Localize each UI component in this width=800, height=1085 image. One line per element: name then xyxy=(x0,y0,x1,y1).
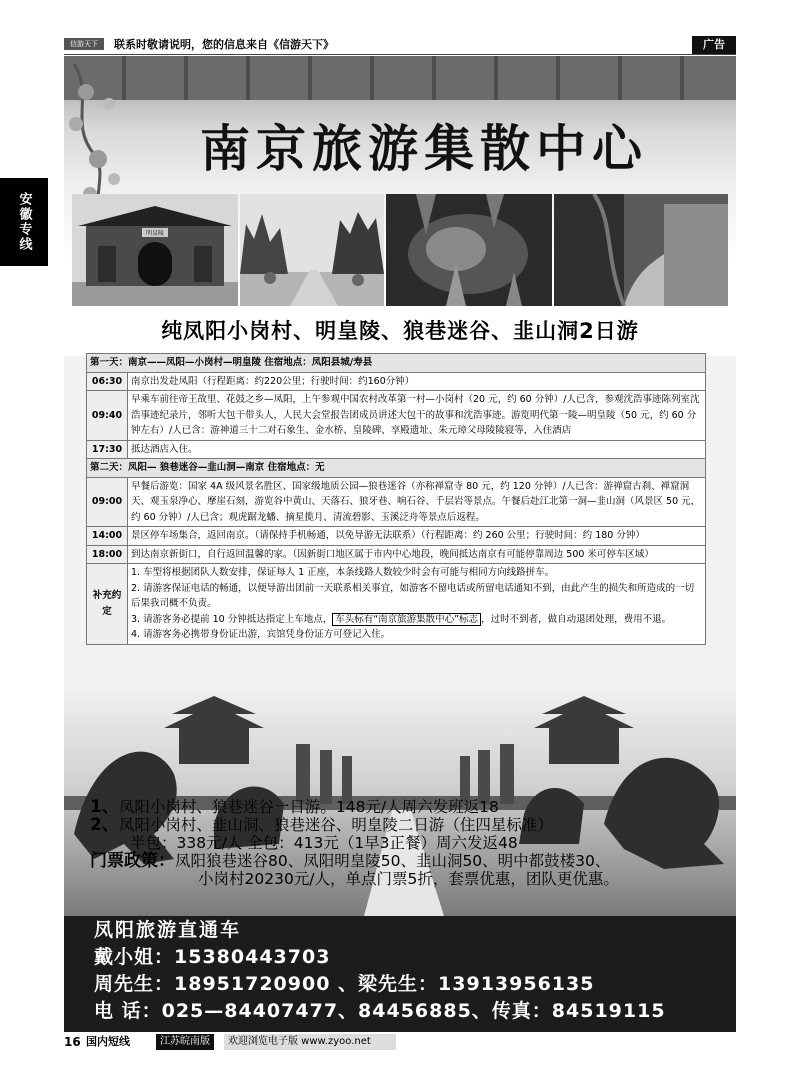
supplement-label: 补充约定 xyxy=(87,564,128,645)
website-link[interactable]: 欢迎浏览电子版 www.zyoo.net xyxy=(224,1034,396,1050)
tour-subtitle: 纯凤阳小岗村、明皇陵、狼巷迷谷、韭山洞2日游 xyxy=(161,319,639,343)
contact-line: 戴小姐：15380443703 xyxy=(94,946,331,968)
contact-block xyxy=(64,916,736,1032)
ticket-policy-cont: 小岗村20230元/人，单点门票5折，套票优惠，团队更优惠。 xyxy=(198,870,619,888)
table-row: 09:40 早乘车前往帝王故里、花鼓之乡—凤阳，上午参观中国农村改革第一村—小岗村（20 元，约 60 分钟）/人已含，参观沈浩事迹陈列室沈浩事迹纪录片，邻听大包干带头人，人民大会堂报告团成员讲述大包干的故事和沈浩事迹。游览明代第一陵—明皇陵（50 元，约 60 分钟左右）/人已含：游神道三十二对石象生、金水桥、皇陵碑、享殿遗址、朱元璋父母陵陵寝等，入住酒店 xyxy=(87,391,706,441)
ad-frame xyxy=(64,56,736,1032)
table-row: 17:30 抵达酒店入住。 xyxy=(87,440,706,459)
header-divider xyxy=(64,54,736,55)
day-header: 第二天：凤阳— 狼巷迷谷—韭山洞—南京 住宿地点：无 xyxy=(87,459,706,478)
highlight-box: 车头标有“南京旅游集散中心”标志 xyxy=(332,613,481,626)
contact-note: 联系时敬请说明，您的信息来自《信游天下》 xyxy=(114,38,334,51)
page-footer xyxy=(64,1034,394,1050)
ad-title: 南京旅游集散中心 xyxy=(200,119,648,178)
tour-offer-2: 2、凤阳小岗村、韭山洞、狼巷迷谷、明皇陵二日游（住四星标准） xyxy=(90,815,553,835)
side-tab: 安徽专线 xyxy=(0,178,48,266)
section-name: 国内短线 xyxy=(86,1035,130,1048)
edition-badge: 江苏皖南版 xyxy=(156,1034,214,1050)
supplement-terms xyxy=(128,564,706,645)
table-row: 09:00 早餐后游览：国家 4A 级风景名胜区、国家级地质公园—狼巷迷谷（亦称禅窟寺 80 元，约 120 分钟）/人已含：游禅窟古刹、禅窟洞天、观玉泉净心、摩崖石刻，游览谷中黄山、天落石、狼牙巷、响石谷、千层岩等景点。午餐后赴江北第一洞—韭山洞（风景区 50 元，约 60 分钟）/人已含；观虎踞龙蟠、摘星揽月、清流碧影、玉溪泛舟等景点后返程。 xyxy=(87,477,706,527)
page-header xyxy=(64,36,736,54)
wooden-fence-image xyxy=(64,56,736,100)
cave-photo xyxy=(386,194,552,306)
gate-plaque: 明皇陵 xyxy=(145,230,165,237)
stone-forest-photo xyxy=(240,194,384,306)
tour-offer-1: 1、凤阳小岗村、狼巷迷谷一日游。148元/人周六发班返18 xyxy=(90,797,499,817)
supplement-row xyxy=(87,564,706,645)
table-row: 14:00 景区停车场集合，返回南京。（请保持手机畅通，以免导游无法联系）（行程距离：约 260 公里；行驶时间：约 180 分钟） xyxy=(87,527,706,546)
brand-logo: 信游天下 xyxy=(64,38,104,50)
contact-title: 凤阳旅游直通车 xyxy=(94,919,242,941)
term-item: 1. 车型将根据团队人数安排，保证每人 1 正座，本条线路人数较少时会有可能与相同方向线路拼车。 xyxy=(131,567,555,578)
term-item: 4. 请游客务必携带身份证出游，宾馆凭身份证方可登记入住。 xyxy=(131,629,391,640)
table-row: 06:30 南京出发赴凤阳（行程距离：约220公里；行驶时间：约160分钟） xyxy=(87,372,706,391)
table-row: 18:00 到达南京新街口，自行返回温馨的家。（因新街口地区属于市内中心地段，晚间抵达南京有可能停靠周边 500 米可停车区域） xyxy=(87,545,706,564)
ad-tag: 广告 xyxy=(692,36,736,54)
tour-offers xyxy=(90,798,730,888)
page-number: 16 xyxy=(64,1035,81,1049)
itinerary-table xyxy=(86,353,706,645)
contact-line: 电 话：025—84407477、84456885、传真：84519115 xyxy=(94,1000,666,1022)
term-item: 2. 请游客保证电话的畅通，以便导游出团前一天联系相关事宜，如游客不留电话或所留电话通知不到，由此产生的损失和所造成的一切后果我司概不负责。 xyxy=(131,582,695,609)
term-item: 3. 请游客务必提前 10 分钟抵达指定上车地点， 车头标有“南京旅游集散中心”标志 ，过时不到者，做自动退团处理，费用不退。 xyxy=(131,613,672,625)
ming-tomb-gate-photo xyxy=(72,194,238,306)
cliff-gorge-photo xyxy=(554,194,728,306)
day-header: 第一天：南京——凤阳—小岗村—明皇陵 住宿地点：凤阳县城/寿县 xyxy=(87,354,706,373)
tour-offer-2-price: 半包：338元/人 全包：413元（1早3正餐）周六发返48 xyxy=(130,834,518,852)
ticket-policy: 门票政策：凤阳狼巷迷谷80、凤阳明皇陵50、韭山洞50、明中都鼓楼30、 xyxy=(90,851,611,871)
contact-line: 周先生：18951720900 、梁先生：13913956135 xyxy=(94,973,595,995)
